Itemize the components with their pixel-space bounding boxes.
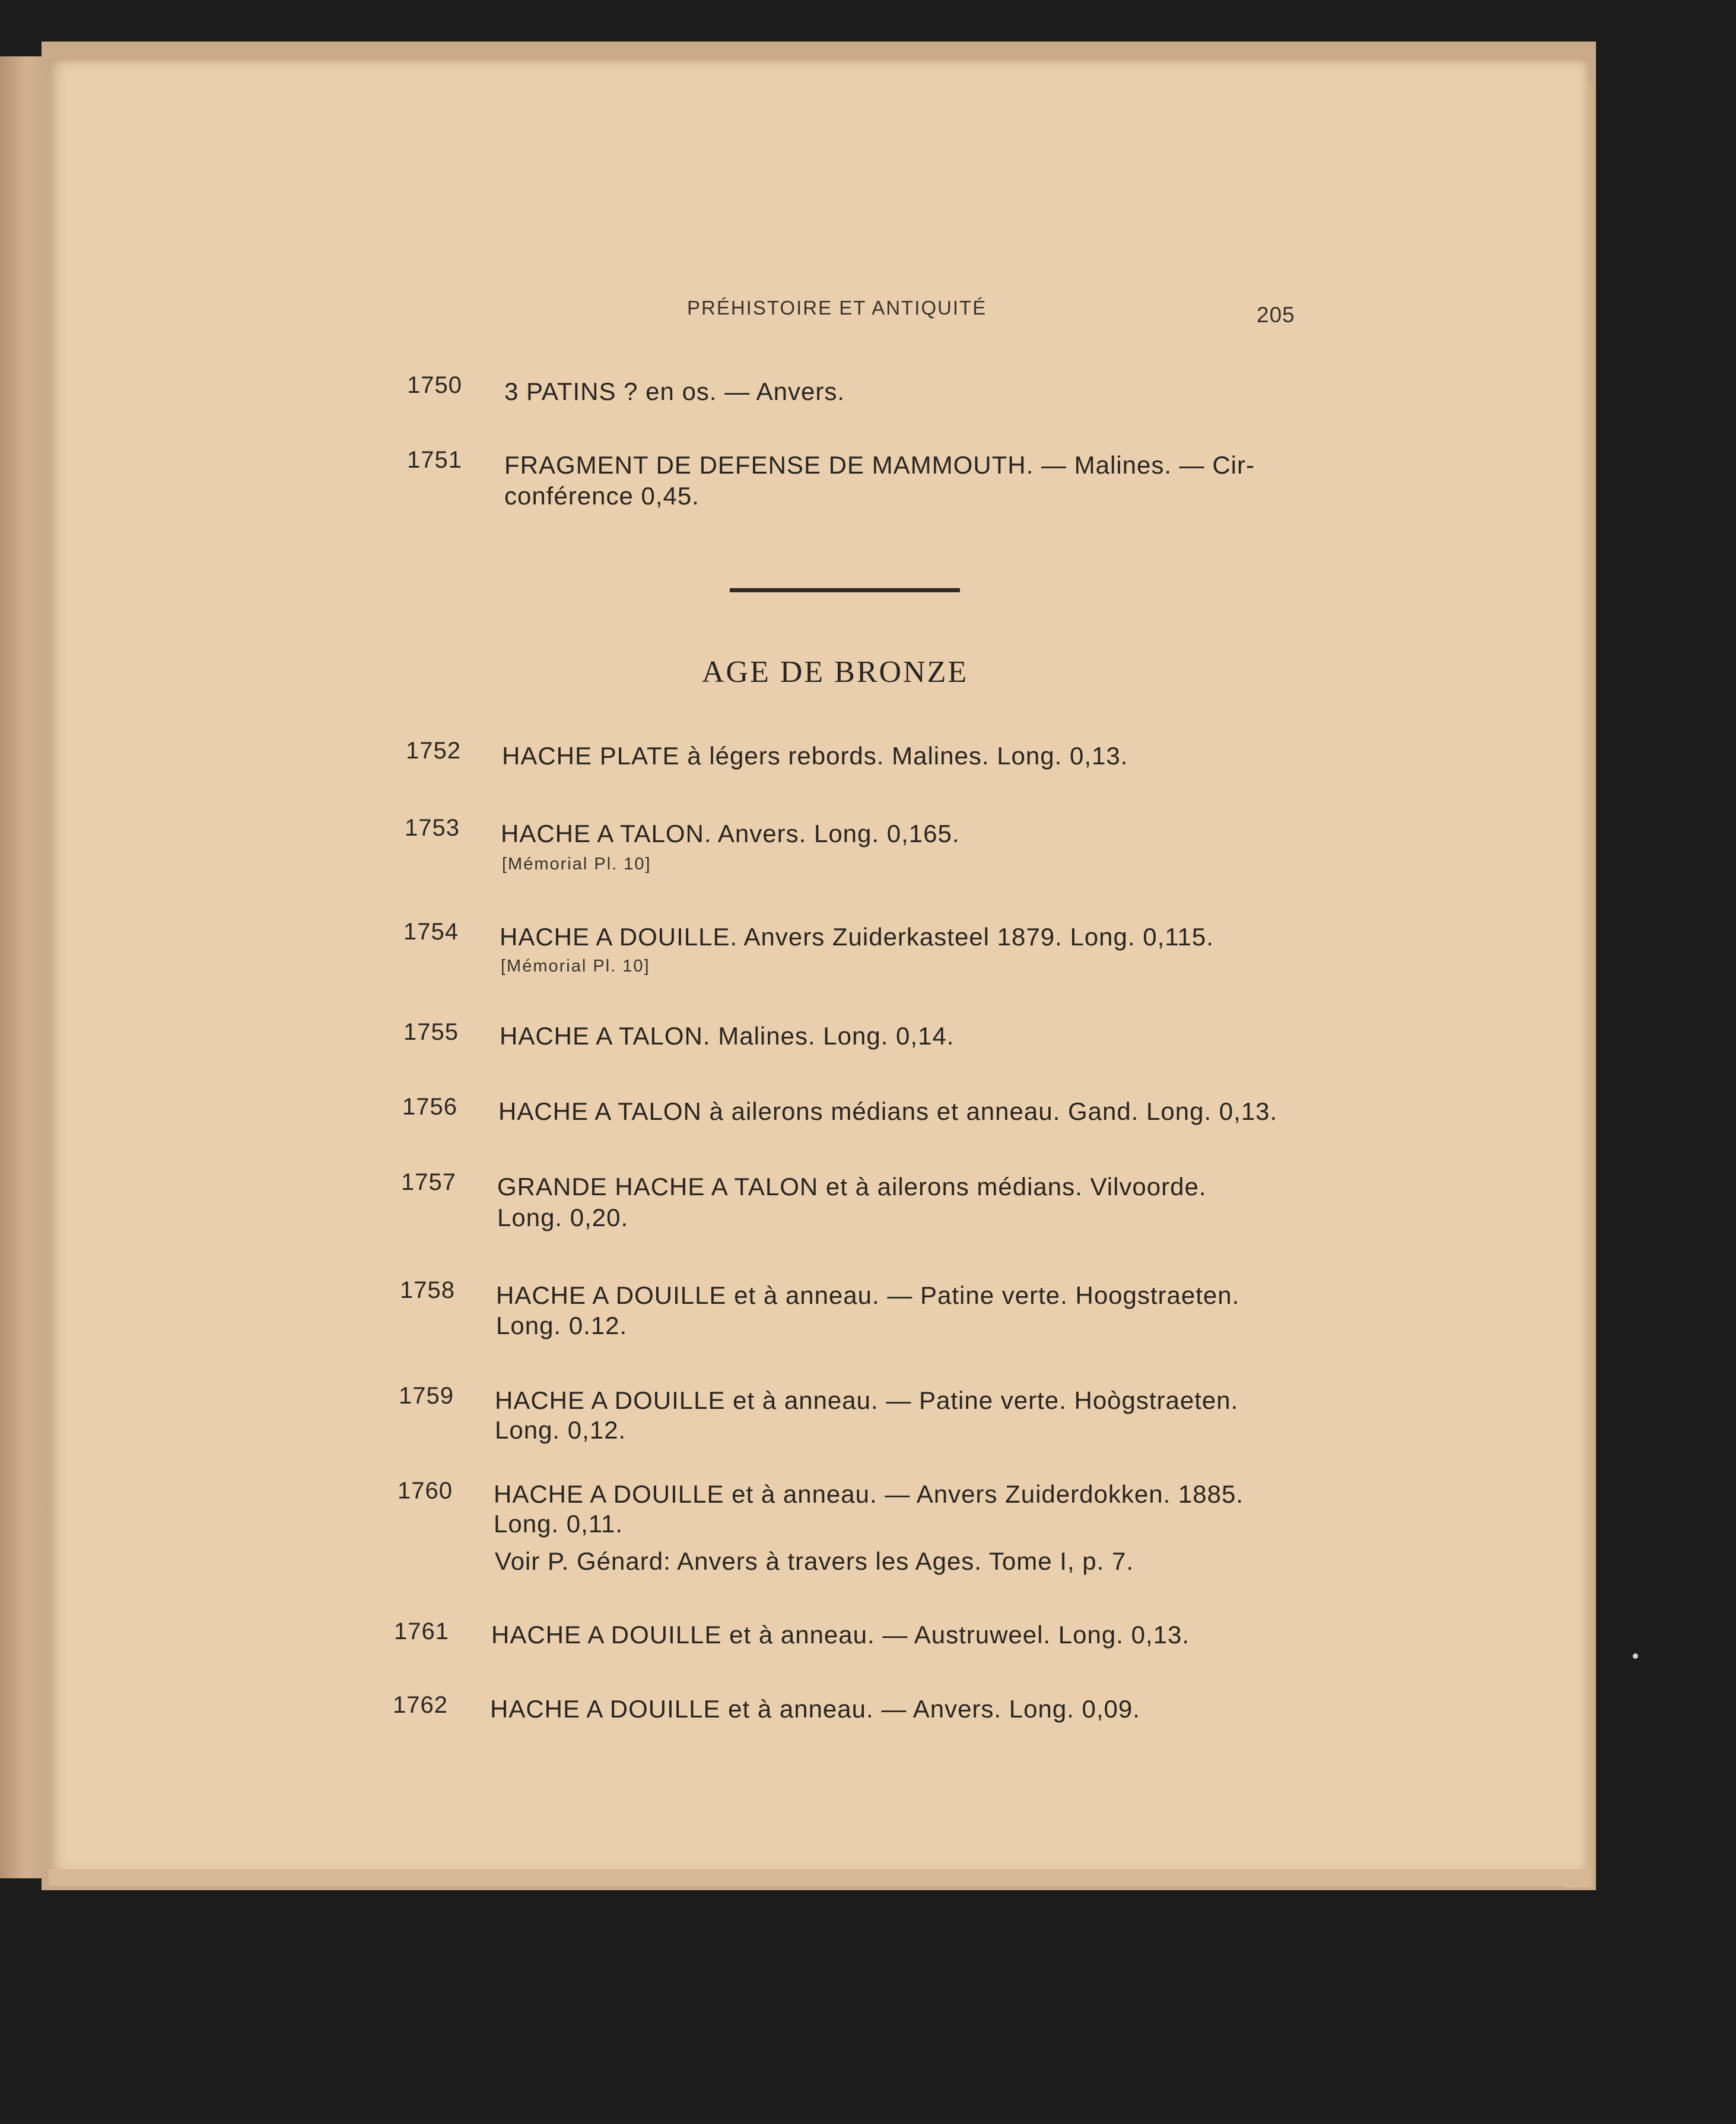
entry-number: 1753	[405, 815, 460, 841]
entry-number: 1758	[400, 1277, 455, 1303]
page-number: 205	[1257, 303, 1295, 327]
entry-number: 1761	[394, 1618, 449, 1644]
page-bottom-edge	[49, 1869, 1591, 1886]
entry-number: 1757	[401, 1169, 456, 1195]
entry-text: HACHE A DOUILLE et à anneau. — Austruweel. Long. 0,13.	[491, 1621, 1190, 1649]
entry-number: 1754	[403, 919, 459, 945]
section-title: AGE DE BRONZE	[702, 655, 969, 689]
entry-number: 1750	[407, 372, 462, 398]
entry-number: 1751	[407, 447, 462, 473]
entry-text: 3 PATINS ? en os. — Anvers.	[504, 377, 845, 405]
entry-note: [Mémorial Pl. 10]	[502, 855, 651, 874]
entry-note: [Mémorial Pl. 10]	[501, 957, 650, 976]
entry-text: GRANDE HACHE A TALON et à ailerons médians. Vilvoorde.	[497, 1173, 1207, 1201]
entry-text: Long. 0,11.	[494, 1510, 624, 1538]
section-divider	[730, 588, 960, 592]
entry-number: 1759	[399, 1383, 454, 1409]
entry-text: HACHE A DOUILLE. Anvers Zuiderkasteel 1879. Long. 0,115.	[500, 923, 1214, 951]
entry-text: HACHE PLATE à légers rebords. Malines. Long. 0,13.	[502, 742, 1128, 770]
entry-text: Voir P. Génard: Anvers à travers les Ages. Tome I, p. 7.	[495, 1547, 1134, 1575]
running-title: PRÉHISTOIRE ET ANTIQUITÉ	[687, 297, 987, 319]
entry-text: HACHE A TALON. Anvers. Long. 0,165.	[501, 820, 960, 847]
entry-text: HACHE A TALON. Malines. Long. 0,14.	[500, 1022, 955, 1050]
entry-text: HACHE A DOUILLE et à anneau. — Anvers. Long. 0,09.	[490, 1695, 1140, 1723]
entry-number: 1752	[406, 738, 461, 764]
entry-number: 1762	[393, 1692, 448, 1718]
catalog-page	[49, 59, 1588, 1875]
entry-number: 1760	[398, 1478, 453, 1504]
entry-number: 1755	[403, 1019, 459, 1045]
entry-number: 1756	[402, 1094, 457, 1120]
entry-text: Long. 0.12.	[496, 1312, 628, 1339]
paper-speck	[1633, 1653, 1638, 1659]
entry-text: Long. 0,12.	[495, 1416, 627, 1444]
entry-text: Long. 0,20.	[497, 1204, 629, 1231]
entry-text: HACHE A DOUILLE et à anneau. — Anvers Zuiderdokken. 1885.	[494, 1480, 1244, 1508]
entry-text: HACHE A DOUILLE et à anneau. — Patine verte. Hoogstraeten.	[496, 1281, 1240, 1309]
entry-text: FRAGMENT DE DEFENSE DE MAMMOUTH. — Malines. — Cir-	[504, 451, 1255, 479]
entry-text: HACHE A TALON à ailerons médians et anneau. Gand. Long. 0,13.	[498, 1097, 1278, 1125]
entry-text: HACHE A DOUILLE et à anneau. — Patine verte. Hoògstraeten.	[495, 1386, 1239, 1414]
entry-text: conférence 0,45.	[504, 482, 700, 510]
